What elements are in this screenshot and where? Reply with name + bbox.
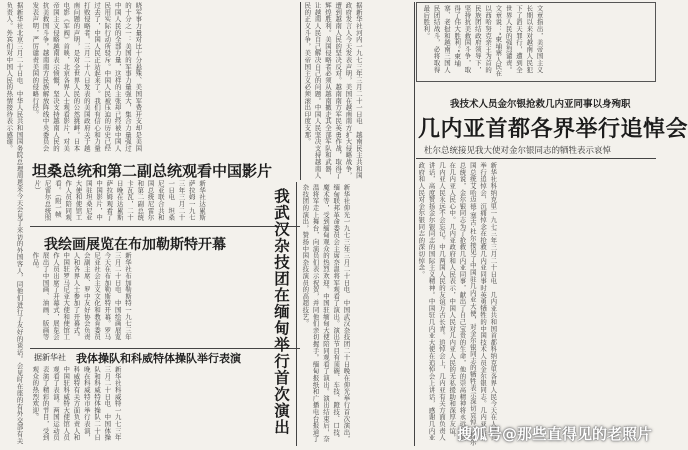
exhibit-article [30, 252, 300, 346]
top-middle-body: 据新华社河内一九七三年三月二十一日电 越南民主共和国政府发言人今天发表声明，美国在越南南方扩大侵略战争，遭到越南人民的坚决反对。越南南方军民英勇作战，取得了辉煌胜利。美国侵略者必须从越南撤走其全部军队和武器，让越南人民自己解决自己的问题。中国人民坚决支持越南人民的正义斗争，美帝国主义必须滚出印度支那。 [303, 2, 363, 179]
far-left-body: 据新华社北京三月二十日电 中华人民共和国国务院总理周恩来今天会见了来访的外国客人，同他们进行了友好的谈话。会见时在座的有外交部有关负责人。外宾们对中国人民的热情接待表示感谢。 [5, 2, 24, 444]
exhibit-headline: 我绘画展览在布加勒斯特开幕 [44, 237, 226, 253]
film-headline: 坦桑总统和第二副总统观看中国影片 [32, 162, 273, 180]
main-headline: 几内亚首都各界举行追悼会 [418, 117, 688, 142]
watermark: 搜狐号@那些直得见的老照片 [456, 425, 652, 443]
acrobat-title: 我武汉杂技团在缅甸举行首次演出 [272, 188, 290, 436]
guinea-kicker: 我技术人员金尔银抢救几内亚同事以身殉职 [450, 99, 631, 110]
film-body: 新华社达累斯萨拉姆一九七三年三月二十一日电 坦桑尼亚联合共和国总统尼雷尔和第二副总统卡瓦瓦，二十日晚在达累斯萨拉姆观看了中国影片，中国驻坦桑尼亚大使和使馆工作人员陪同观看。（附一帧尼雷尔总统照片） [33, 180, 207, 221]
exhibit-body: 新华社布加勒斯特一九七三年三月二十日电 中国绘画展览今天在布加勒斯特开幕。罗马尼亚社会主义文化和教育委员会副主席、罗中友好协会负责人和各界人士参加了开幕式。中国驻罗马尼亚大使和使馆工作人员出席了开幕式，展览会展出了中国画、油画、版画等作品。 [31, 252, 132, 341]
guinea-body: 新华社科纳克里一九七三年三月二十日电 几内亚共和国首都科纳克里各界人民今天在人民宫举行追悼会，沉痛悼念在抢救几内亚同事时英勇牺牲的中国技术人员金尔银同志。几内亚共和国总统艾哈迈德·塞古·杜尔接见了中国驻几内亚大使，对金尔银同志的牺牲表示深切哀悼。杜尔总统说，金尔银同志为了抢救几内亚同事，献出了自己宝贵的生命，他的崇高精神将永远铭刻在几内亚人民心中。几内亚政府和人民表示，中国人民对几内亚人民的无私援助和深厚友谊，几内亚人民永远不会忘记。中几两国人民的友谊万古长青。追悼会上，几内亚有关方面负责人讲话，高度赞扬金尔银同志的国际主义精神。中国驻几内亚大使在追悼会上讲话，感谢几内亚政府和人民对金尔银同志的深切悼念。 [417, 162, 498, 446]
rule-under-subheadline [416, 158, 656, 159]
top-left-article [30, 2, 300, 152]
top-left-body: 晓军事力量对比十分悬殊、美国军费开支却是美国的十分之一：美国的军事力量强大，集合力量强过中国人民的全部力量，这样的主张却已经被中国人民用实际行动所驳斥。中国人民被压迫的历史已经过去了，中国人民正站起来了。我们有信心和力量打败侵略者。三月二十八日发表的美国政府关于越南问题的声明，是对全世界人民的公然挑衅。日本电影《军阀》首映，北京各界人士观看影片，对美帝国主义侵略越南表示愤慨，坚决支持越南人民的抗美救国斗争。越南南方民族解放阵线中央委员会发表声明，严厉谴责美国的侵略行径。 [31, 2, 143, 152]
divider-acrobat [296, 182, 297, 446]
far-left-column [4, 2, 28, 444]
gym-headline: 我体操队和科威特体操队举行表演 [76, 352, 241, 365]
top-right-box [416, 2, 656, 82]
top-right-body: 文章指出，美帝国主义长期以来对越南人民犯下了滔天罪行，遭到全世界人民的强烈谴责。文章说：“柬埔寨人民在以西哈努克亲王为首的民族团结政府领导下，坚持抗美救国斗争，取得了伟大胜利。”柬埔寨、老挝和越南三国人民团结战斗，必将取得最后胜利。 [422, 5, 544, 77]
main-subheadline: 杜尔总统接见我大使对金尔银同志的牺牲表示哀悼 [424, 146, 612, 156]
gym-article [30, 366, 300, 446]
rule-below-exhibit [30, 348, 300, 349]
divider-right-section [414, 2, 415, 446]
divider-top-middle [300, 2, 301, 180]
rule-below-film [30, 226, 300, 227]
acrobat-article [300, 184, 412, 446]
gym-label: 据新华社 [34, 353, 66, 362]
guinea-article [416, 162, 656, 446]
acrobat-body: 新华社仰光一九七三年三月二十日电 中国武汉杂技团二十日晚在仰光举行首次演出，缅甸联邦革命委员会主席奈温将军观看了演出。演出节目有顶碗、车技、蹬技、口技、魔术等，受到缅甸观众的热烈欢迎。中国驻缅甸大使陪同观看了演出。演出结束后，奈温将军走上舞台，向演员们表示祝贺，并同他们亲切握手。缅甸报纸和广播电台报道了杂技团的演出，赞扬中国杂技演员的高超技艺。 [301, 184, 351, 443]
top-middle-article [302, 2, 412, 180]
gym-body: 新华社科威特一九七三年三月二十日电 中国体操队和科威特体操队二十日晚在科威特市举行表演，科威特有关方面负责人和中国驻科威特大使馆人员观看了表演。两国运动员表演了精彩的节目，受到观众的热烈欢迎。 [31, 366, 122, 441]
film-article [32, 180, 300, 224]
